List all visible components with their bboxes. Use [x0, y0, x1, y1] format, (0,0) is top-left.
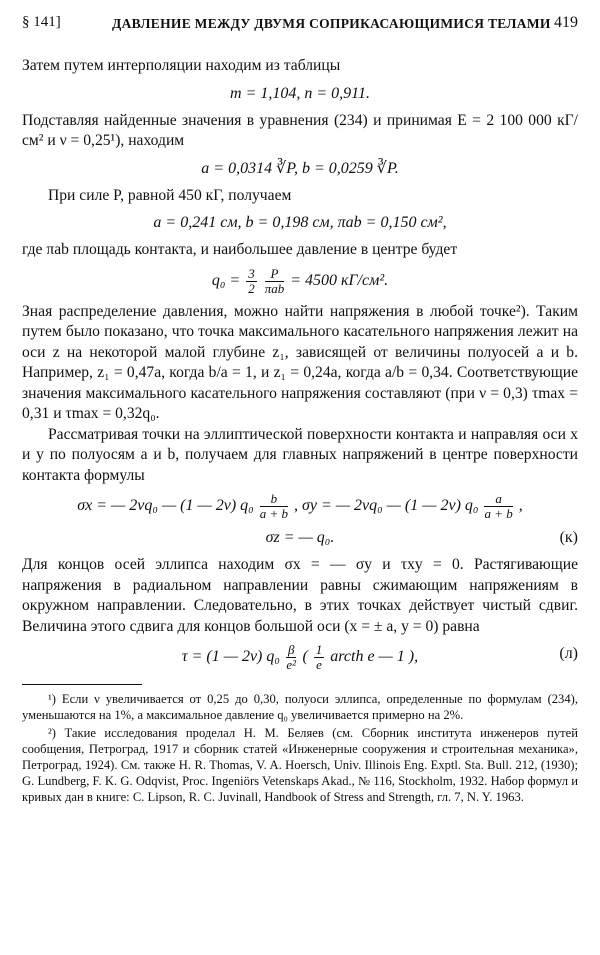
- equation-m-n: m = 1,104, n = 0,911.: [230, 84, 370, 102]
- denominator: πab: [264, 280, 285, 296]
- eq-text: (: [302, 648, 308, 666]
- fraction: [265, 267, 285, 296]
- equation-principal-stresses: [22, 492, 578, 521]
- equation-sigma-z: [22, 527, 578, 549]
- paragraph: При силе P, равной 450 кГ, получаем: [48, 186, 292, 204]
- equation-semi-axes: a = 0,0314 ∛P, b = 0,0259 ∛P.: [201, 159, 399, 177]
- footnote: ²) Такие исследования проделал Н. М. Беляев (см. Сборник института инженеров путей сообщения, Петроград, 1917 и сборник статей «Инженерные сооружения и строительная механика», Петроград, 1924). См. также H. R. Thomas, V. A. Hoersch, Univ. Illinois Eng. Exptl. Sta. Bull. 212, (1930); G. Lundberg, F. K. G. Odqvist, Proc. Ingeniörs Vetenskaps Akad., № 116, Stockholm, 1932. Набор формул и кривых дан в книге: C. Lipson, R. C. Juvinall, Handbook of Stress and Strength, гл. 7, N. Y. 1963.: [22, 726, 578, 804]
- eq-text: q₀ =: [211, 271, 241, 289]
- denominator: e: [316, 657, 322, 672]
- numerator: P: [265, 267, 285, 282]
- fraction: [286, 643, 296, 672]
- page-number: 419: [554, 14, 578, 31]
- numerator: 1: [315, 642, 323, 657]
- eq-text: = 4500 кГ/см².: [290, 271, 389, 289]
- section-number: § 141]: [22, 14, 61, 30]
- numerator: b: [260, 492, 288, 507]
- paragraph: где πab площадь контакта, и наибольшее давление в центре будет: [22, 241, 458, 258]
- denominator: e²: [286, 657, 297, 672]
- equation-max-pressure: [22, 267, 578, 296]
- footnote-divider: [22, 684, 142, 685]
- paragraph: Затем путем интерполяции находим из таблицы: [22, 57, 341, 74]
- running-title: ДАВЛЕНИЕ МЕЖДУ ДВУМЯ СОПРИКАСАЮЩИМИСЯ ТЕЛАМИ: [112, 16, 551, 31]
- denominator: a + b: [259, 506, 288, 521]
- fraction: [260, 492, 288, 521]
- paragraph: Подставляя найденные значения в уравнения (234) и принимая E = 2 100 000 кГ/см² и ν = 0,25¹), находим: [22, 111, 578, 149]
- fraction: [484, 492, 512, 521]
- paragraph: Рассматривая точки на эллиптической поверхности контакта и направляя оси x и y по полуосям a и b, получаем для главных напряжений в центре поверхности контакта формулы: [22, 425, 578, 484]
- denominator: 2: [248, 280, 255, 296]
- eq-text: arcth e — 1 ),: [330, 648, 419, 666]
- numerator: a: [484, 492, 512, 507]
- numerator: 3: [248, 265, 255, 281]
- paragraph: Для концов осей эллипса находим σx = — σy и τxy = 0. Растягивающие напряжения в радиальном направлении равны сжимающим напряжениям в окружном направлении. Следовательно, в этих точках действует чистый сдвиг. Величина этого сдвига для концов большой оси (x = ± a, y = 0) равна: [22, 556, 578, 635]
- eq-text: , σy = — 2νq₀ — (1 — 2ν) q₀: [294, 497, 479, 515]
- eq-text: σz = — q₀.: [265, 529, 335, 546]
- equation-values: a = 0,241 см, b = 0,198 см, πab = 0,150 см²,: [153, 214, 447, 231]
- eq-text: τ = (1 — 2ν) q₀: [181, 648, 280, 666]
- numerator: β: [287, 642, 295, 657]
- running-header: [22, 14, 578, 38]
- fraction: [314, 643, 325, 672]
- paragraph: Зная распределение давления, можно найти напряжения в любой точке²). Таким путем было показано, что точка максимального касательного напряжения лежит на оси z на некоторой малой глубине z₁, зависящей от величины полуосей a и b. Например, z₁ = 0,47a, когда b/a = 1, и z₁ = 0,24a, когда a/b = 0,34. Соответствующие значения максимального касательного напряжения составляют (при ν = 0,3) τmax = 0,31 и τmax = 0,32q₀.: [22, 302, 578, 422]
- equation-label: (к): [559, 529, 578, 546]
- fraction: [246, 267, 257, 296]
- eq-text: σx = — 2νq₀ — (1 — 2ν) q₀: [77, 497, 254, 515]
- denominator: a + b: [484, 506, 513, 521]
- equation-shear: [22, 643, 578, 672]
- equation-label: (л): [559, 645, 578, 662]
- page-body: [22, 56, 578, 805]
- eq-text: ,: [518, 497, 523, 515]
- footnote: ¹) Если ν увеличивается от 0,25 до 0,30, полуоси эллипса, определенные по формулам (234), уменьшаются на 1%, а максимальное давление q₀ увеличивается примерно на 2%.: [22, 692, 578, 722]
